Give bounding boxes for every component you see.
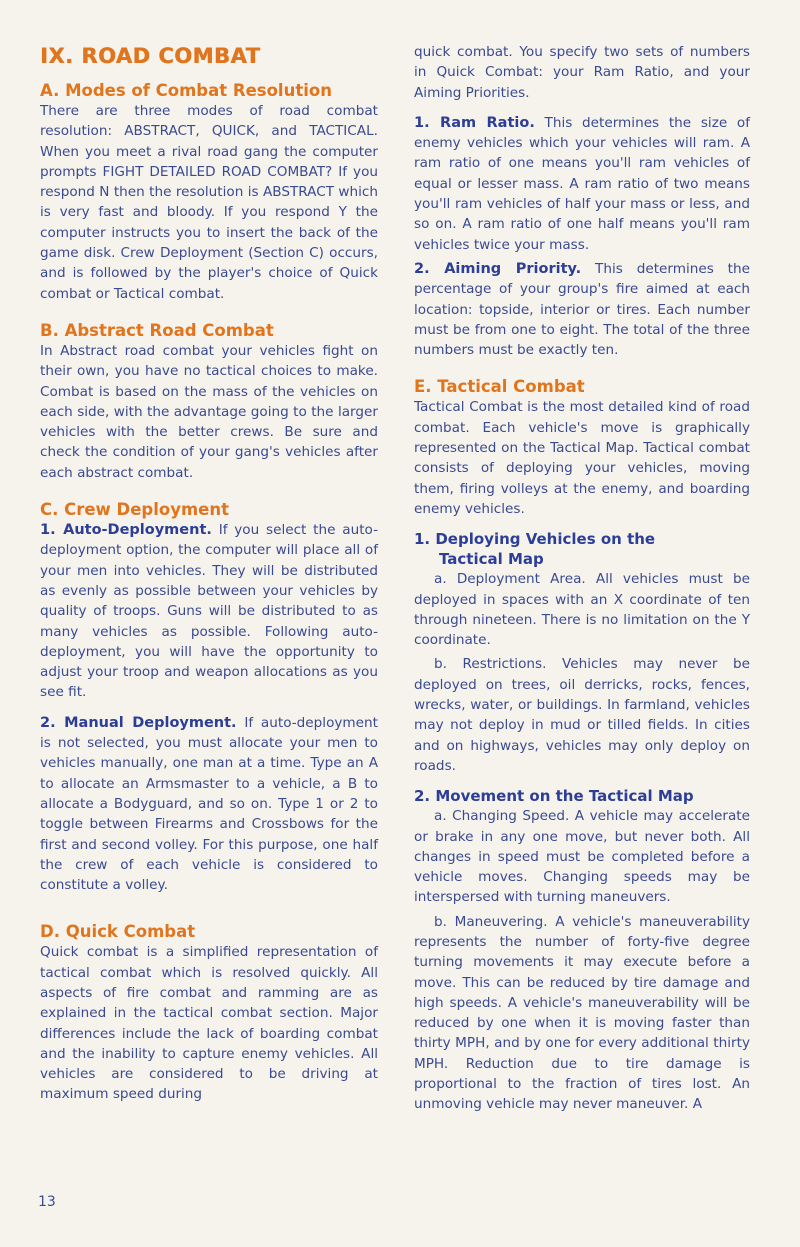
section-e-text: Tactical Combat is the most detailed kind of road combat. Each vehicle's move is graphically represented on the Tactical Map. Tactical combat consists of deploying your vehicles, moving them, firing volleys at the enemy, and boarding enemy vehicles. bbox=[414, 399, 750, 517]
ram-ratio-label: 1. Ram Ratio. bbox=[414, 114, 535, 131]
restrictions-text: b. Restrictions. Vehicles may never be deployed on trees, oil derricks, rocks, fences, wrecks, water, or buildings. In farmland, vehicles may not deploy in mud or tilled fields. In cities and on highways, vehicles may only deploy on roads. bbox=[414, 656, 750, 774]
section-d-text: Quick combat is a simplified representation of tactical combat which is resolved quickly. All aspects of fire combat and ramming are as explained in the tactical combat section. Major differences include the lack of boarding combat and the inability to capture enemy vehicles. All vehicles are considered to be driving at maximum speed during bbox=[40, 944, 378, 1103]
left-column bbox=[40, 44, 378, 1105]
section-b-heading: B. Abstract Road Combat bbox=[40, 320, 274, 340]
auto-deployment-label: 1. Auto-Deployment. bbox=[40, 522, 212, 539]
chapter-title: IX. ROAD COMBAT bbox=[40, 44, 261, 68]
section-a-text: There are three modes of road combat resolution: ABSTRACT, QUICK, and TACTICAL. When you meet a rival road gang the computer prompts FIGHT DETAILED ROAD COMBAT? If you respond N then the resolution is ABSTRACT which is very fast and bloody. If you respond Y the computer instructs you to insert the back of the game disk. Crew Deployment (Section C) occurs, and is followed by the player's choice of Quick combat or Tactical combat. bbox=[40, 103, 378, 302]
section-d-heading: D. Quick Combat bbox=[40, 922, 196, 942]
section-e-heading: E. Tactical Combat bbox=[414, 377, 585, 397]
aiming-priority-paragraph bbox=[414, 259, 750, 360]
maneuvering-text: b. Maneuvering. A vehicle's maneuverability represents the number of forty-five degree turning movements it may execute before a move. This can be reduced by tire damage and high speeds. A vehicle's maneuverability will be reduced by one when it is moving faster than thirty MPH, and by one for every additional thirty MPH. Reduction due to tire damage is proportional to the fraction of tires lost. An unmoving vehicle may never maneuver. A bbox=[414, 913, 750, 1113]
deployment-area-text: a. Deployment Area. All vehicles must be deployed in spaces with an X coordinate of ten through nineteen. There is no limitation on the Y coordinate. bbox=[414, 571, 750, 649]
ram-ratio-text: This determines the size of enemy vehicles which your vehicles will ram. A ram ratio of one means you'll ram vehicles of equal or lesser mass. A ram ratio of two means you'll ram vehicles of half your mass or less, and so on. A ram ratio of one half means you'll ram vehicles twice your mass. bbox=[414, 114, 751, 253]
right-column bbox=[414, 42, 750, 1115]
aiming-priority-label: 2. Aiming Priority. bbox=[414, 260, 582, 277]
page-number: 13 bbox=[38, 1194, 56, 1210]
auto-deployment-text: If you select the auto-deployment option, the computer will place all of your men into vehicles. They will be distributed as evenly as possible between your vehicles by quality of troops. Guns will be distributed to as many vehicles as possible. Following auto-deployment, you will have the opportunity to adjust your troop and weapon allocations as you see fit. bbox=[40, 522, 378, 701]
manual-deployment-text: If auto-deployment is not selected, you must allocate your men to vehicles manually, one man at a time. Type an A to allocate an Armsmaster to a vehicle, a B to allocate a Bodyguard, and so on. Type 1 or 2 to toggle between Firearms and Crossbows for the first and second volley. For this purpose, one half the crew of each vehicle is considered to constitute a volley. bbox=[40, 714, 378, 894]
deploying-vehicles-heading-line1: 1. Deploying Vehicles on the bbox=[414, 530, 656, 549]
section-c2-paragraph bbox=[40, 713, 378, 896]
section-a-heading: A. Modes of Combat Resolution bbox=[40, 81, 332, 100]
deploying-vehicles-heading-line2: Tactical Map bbox=[439, 550, 544, 569]
ram-ratio-paragraph bbox=[414, 113, 750, 255]
section-c1-paragraph bbox=[40, 520, 378, 703]
aiming-priority-text: This determines the percentage of your group's fire aimed at each location: topside, interior or tires. Each number must be from one to eight. The total of the three numbers must be exactly ten. bbox=[414, 260, 750, 359]
deploying-vehicles-heading bbox=[414, 529, 750, 569]
manual-deployment-label: 2. Manual Deployment. bbox=[40, 714, 237, 731]
changing-speed-text: a. Changing Speed. A vehicle may accelerate or brake in any one move, but never both. All changes in speed must be completed before a vehicle moves. Changing speeds may be interspersed with turning maneuvers. bbox=[414, 808, 750, 906]
section-c-heading: C. Crew Deployment bbox=[40, 500, 230, 520]
section-b-text: In Abstract road combat your vehicles fight on their own, you have no tactical choices to make. Combat is based on the mass of the vehicles on each side, with the advantage going to the larger vehicles with the better crews. Be sure and check the condition of your gang's vehicles after each abstract combat. bbox=[40, 342, 378, 481]
section-d-continued: quick combat. You specify two sets of numbers in Quick Combat: your Ram Ratio, and your Aiming Priorities. bbox=[414, 44, 750, 101]
movement-heading: 2. Movement on the Tactical Map bbox=[414, 787, 694, 806]
